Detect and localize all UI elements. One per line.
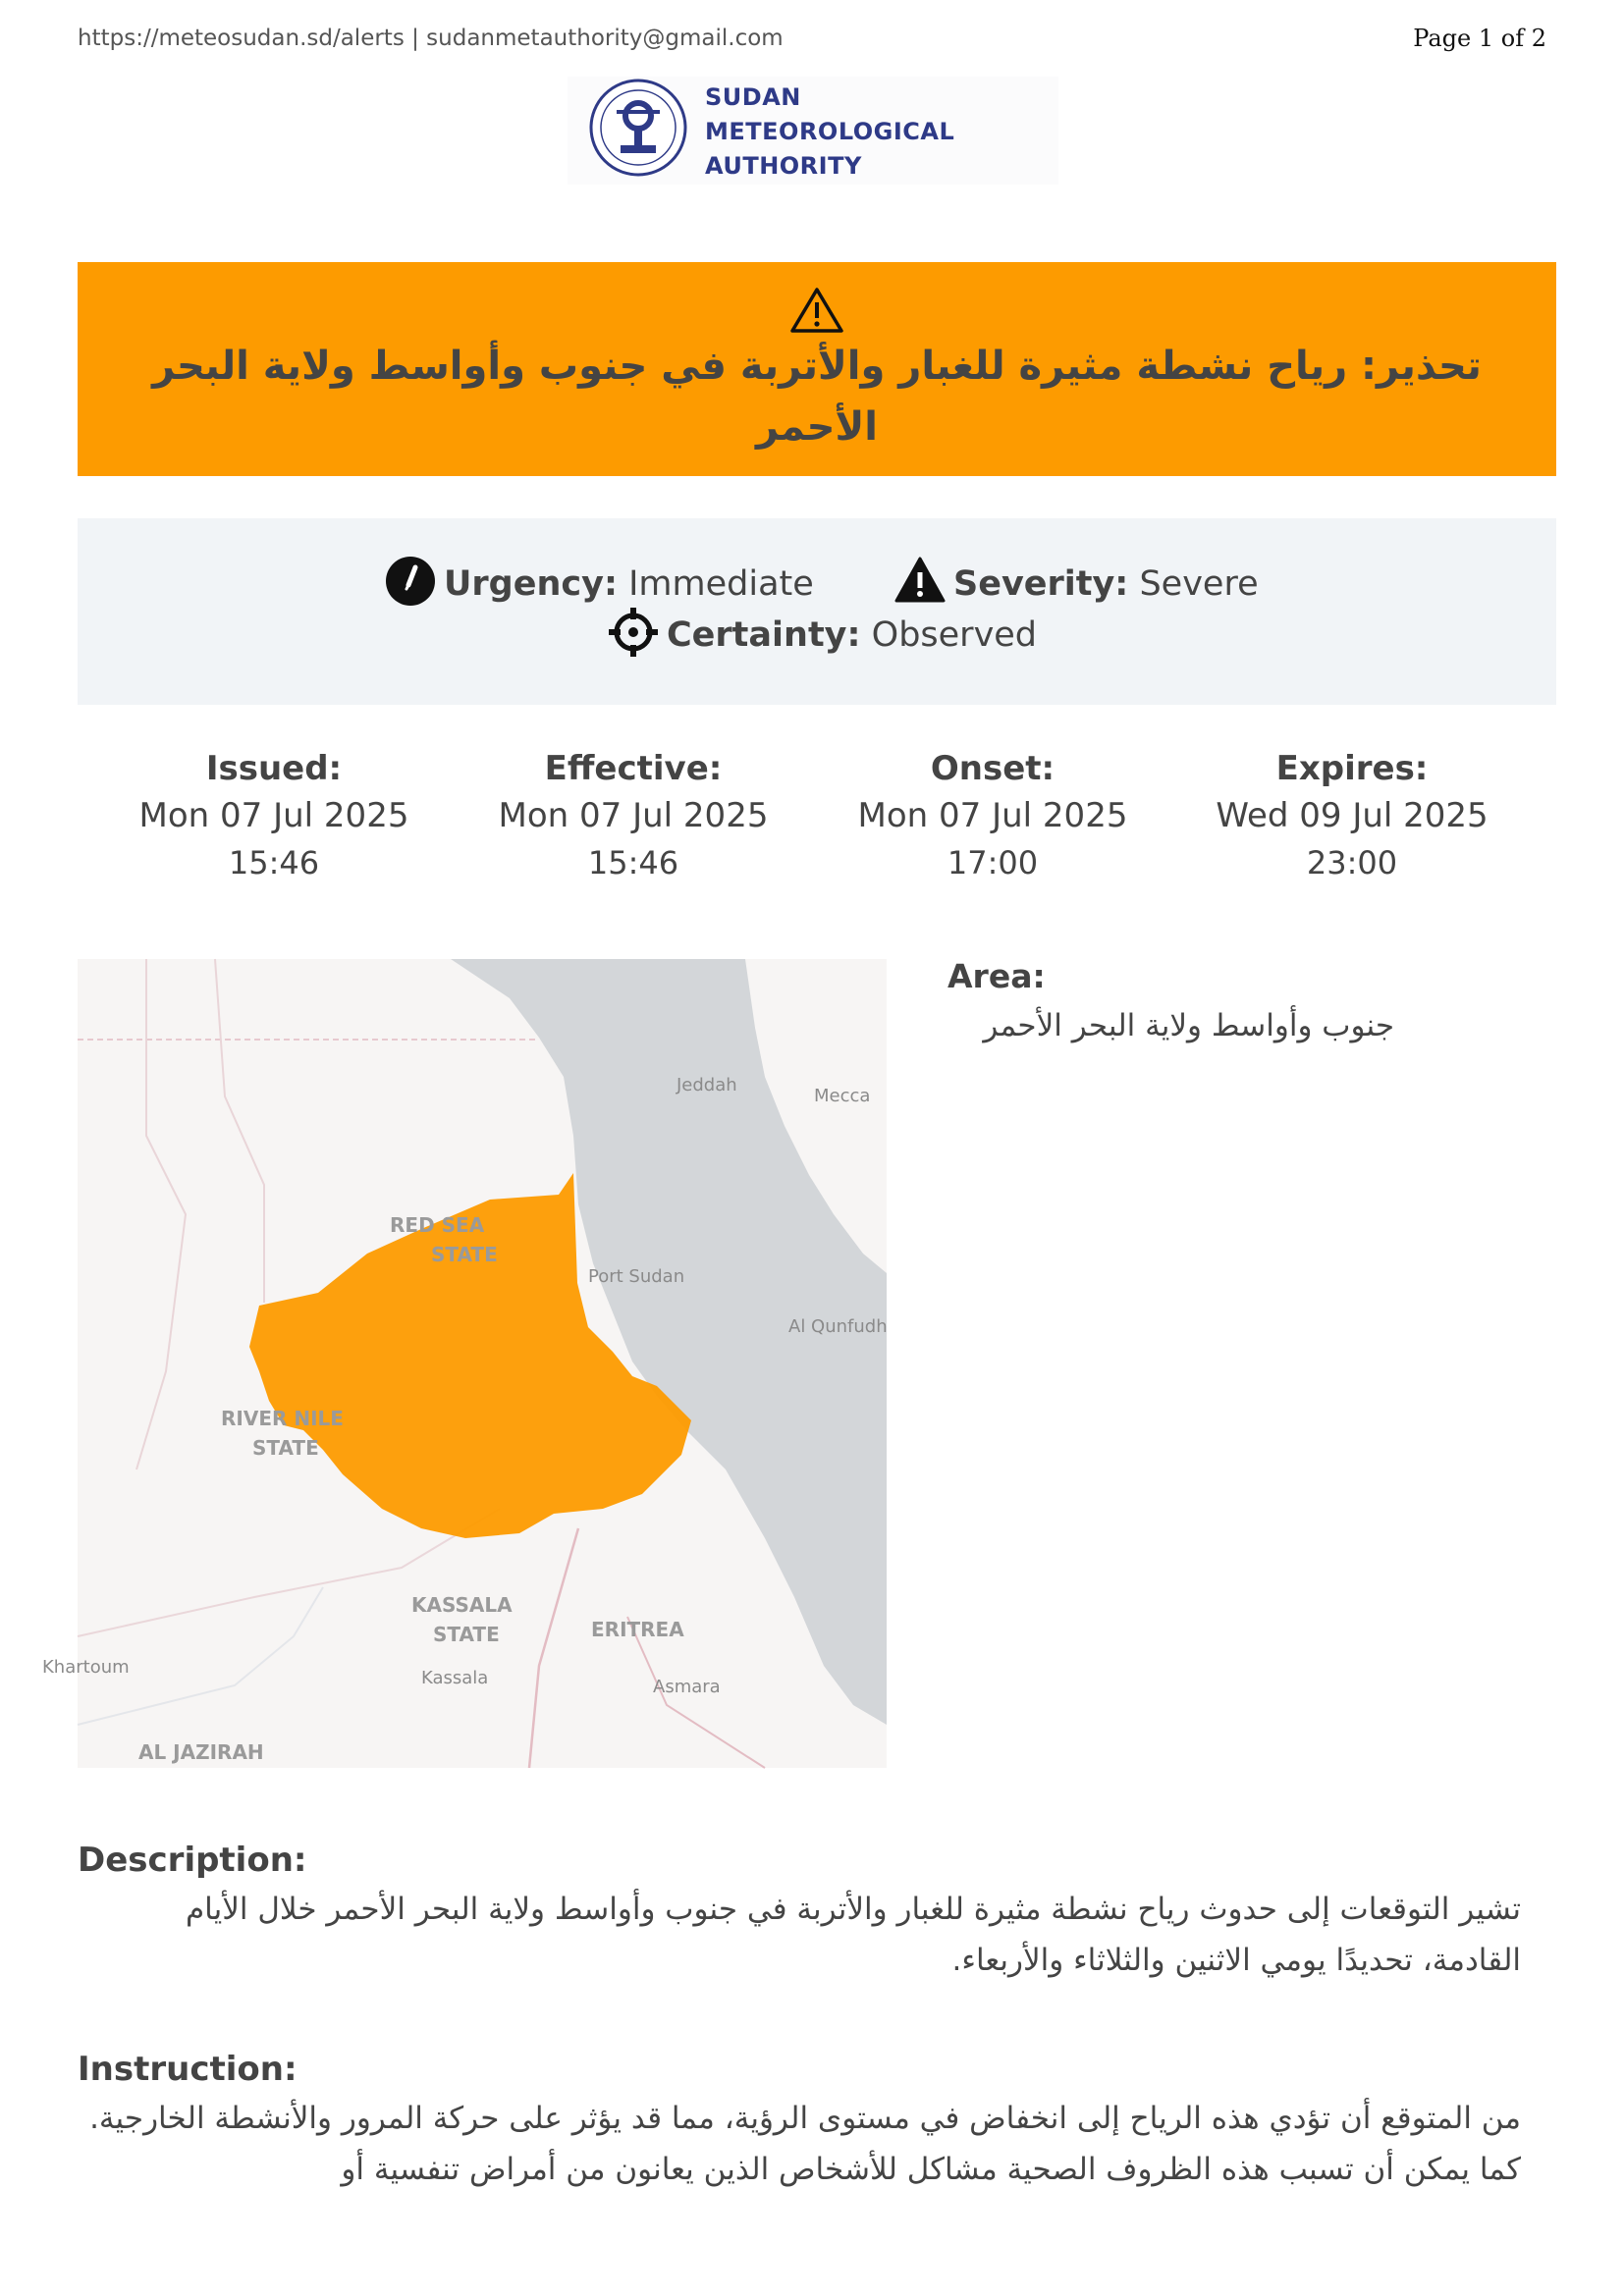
sma-logo-text [705, 80, 954, 184]
sma-seal-icon [587, 77, 689, 179]
date-label: Issued: [205, 749, 343, 788]
date-day: Mon 07 Jul 2025 [138, 796, 409, 835]
date-label: Expires: [1275, 749, 1429, 788]
certainty-value: Observed [871, 615, 1038, 655]
map-label-asmara: Asmara [653, 1677, 721, 1697]
map-svg [42, 959, 888, 1768]
sma-logo [568, 77, 1058, 185]
alert-dates [78, 746, 1556, 893]
certainty-label: Certainty: [667, 615, 861, 655]
map-label-kassala-state-1: KASSALA [411, 1593, 513, 1617]
date-day: Mon 07 Jul 2025 [857, 796, 1128, 835]
area-label: Area: [947, 957, 1046, 995]
map-label-mecca: Mecca [814, 1086, 871, 1106]
date-label: Onset: [930, 749, 1056, 788]
crosshairs-icon [608, 607, 659, 658]
alert-banner [78, 262, 1556, 476]
alert-title: تحذير: رياح نشطة مثيرة للغبار والأتربة في جنوب وأواسط ولاية البحر الأحمر [152, 344, 1482, 450]
logo-line-1: SUDAN [705, 83, 801, 111]
alert-meta-box [78, 518, 1556, 705]
date-day: Wed 09 Jul 2025 [1216, 796, 1489, 835]
date-time: 23:00 [1306, 844, 1398, 881]
severity [894, 560, 1259, 611]
logo-line-2: METEOROLOGICAL [705, 118, 955, 145]
map-label-red-sea-state-2: STATE [431, 1243, 498, 1266]
description-label: Description: [78, 1841, 307, 1880]
severity-label: Severity: [953, 564, 1129, 604]
instruction-section [78, 2046, 1556, 2195]
map-label-eritrea: ERITREA [591, 1618, 684, 1641]
date-day: Mon 07 Jul 2025 [498, 796, 769, 835]
date-expires [1175, 746, 1529, 885]
certainty [608, 611, 1037, 662]
map-label-river-nile-1: RIVER NILE [221, 1407, 344, 1430]
map-label-kassala-state-2: STATE [433, 1623, 500, 1646]
warning-filled-icon [894, 556, 946, 607]
map-label-port-sudan: Port Sudan [588, 1266, 685, 1287]
warning-icon [788, 286, 845, 335]
logo-line-3: AUTHORITY [705, 152, 862, 180]
description-text: تشير التوقعات إلى حدوث رياح نشطة مثيرة للغبار والأتربة في جنوب وأواسط ولاية البحر الأحمر خلال الأيام القادمة، تحديدًا يومي الاثنين والثلاثاء والأربعاء. [185, 1892, 1521, 1978]
map-label-khartoum: Khartoum [42, 1657, 130, 1678]
description-section [78, 1837, 1556, 1986]
urgency [385, 560, 814, 611]
clock-icon [385, 556, 436, 607]
date-onset [816, 746, 1169, 885]
instruction-label: Instruction: [78, 2050, 298, 2089]
urgency-label: Urgency: [444, 564, 618, 604]
map-label-al-jazirah: AL JAZIRAH [138, 1740, 264, 1764]
map-label-jeddah: Jeddah [677, 1075, 737, 1095]
alert-area-map [42, 959, 888, 1768]
severity-value: Severe [1139, 564, 1259, 604]
area-section [947, 952, 1497, 1050]
urgency-value: Immediate [628, 564, 814, 604]
date-time: 15:46 [228, 844, 320, 881]
date-label: Effective: [544, 749, 723, 788]
date-time: 17:00 [947, 844, 1039, 881]
map-label-river-nile-2: STATE [252, 1436, 319, 1460]
date-effective [457, 746, 810, 885]
map-label-red-sea-state-1: RED SEA [390, 1213, 485, 1237]
header-url-contact: https://meteosudan.sd/alerts | sudanmetauthority@gmail.com [78, 26, 784, 51]
page-number: Page 1 of 2 [1413, 25, 1546, 52]
date-time: 15:46 [587, 844, 679, 881]
map-label-al-qunfudh: Al Qunfudh [788, 1316, 888, 1337]
map-label-kassala: Kassala [421, 1668, 489, 1688]
date-issued [97, 746, 451, 885]
area-value: جنوب وأواسط ولاية البحر الأحمر [983, 1008, 1394, 1043]
instruction-text: من المتوقع أن تؤدي هذه الرياح إلى انخفاض في مستوى الرؤية، مما قد يؤثر على حركة المرور والأنشطة الخارجية. كما يمكن أن تسبب هذه الظروف الصحية مشاكل للأشخاص الذين يعانون من أمراض تنفسية أو [89, 2101, 1521, 2187]
